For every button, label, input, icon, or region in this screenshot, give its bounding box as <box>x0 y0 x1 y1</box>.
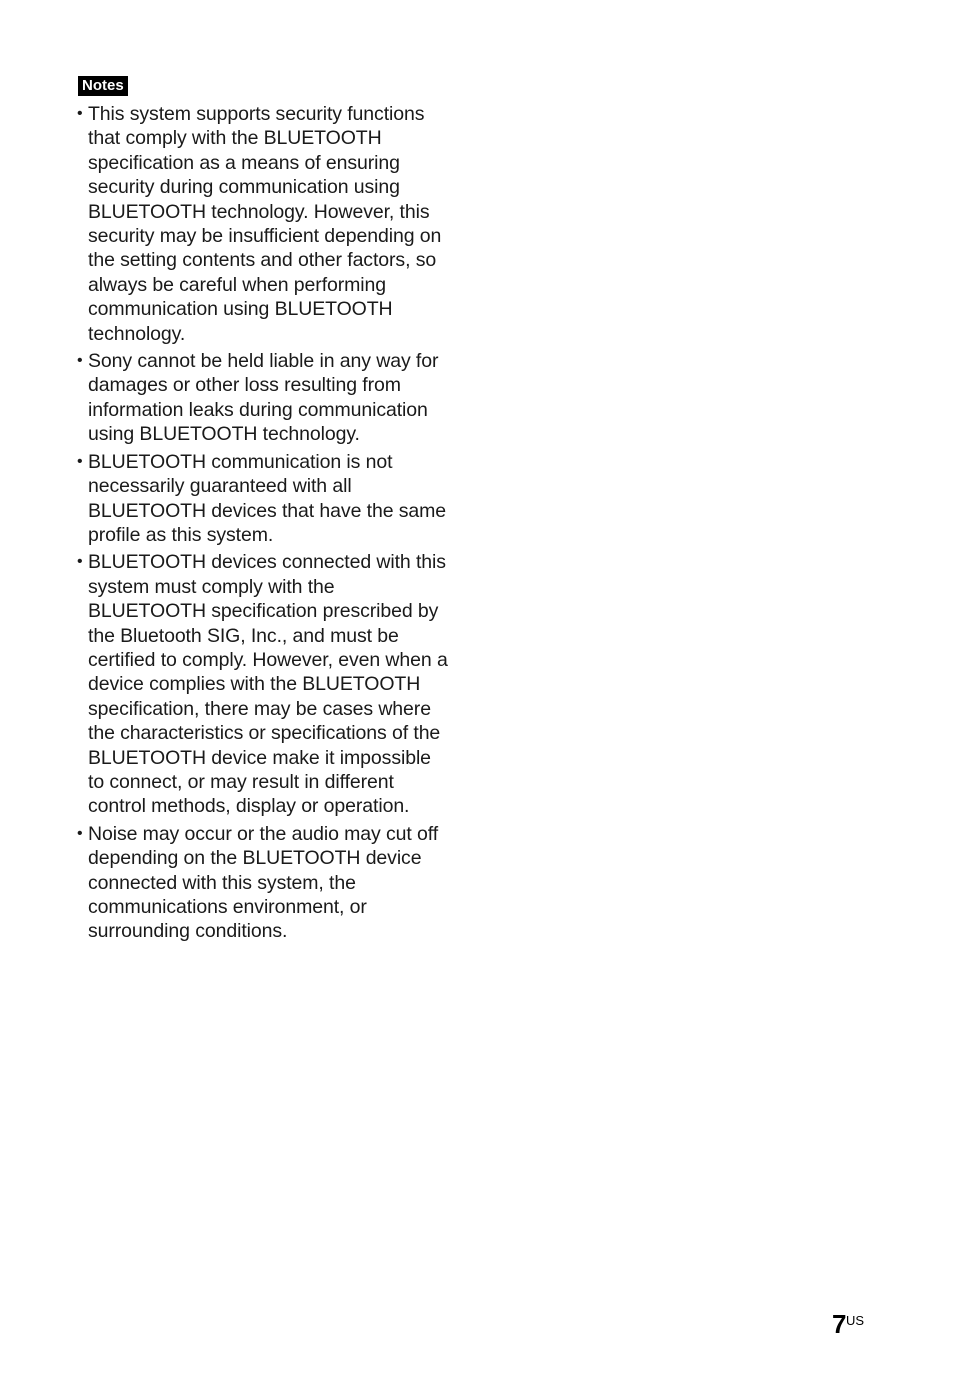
bullet-icon: • <box>77 352 83 370</box>
note-item <box>77 102 452 346</box>
bullet-icon: • <box>77 105 83 122</box>
note-text: This system supports security functions that comply with the BLUETOOTH specification as a means of ensuring security during communication using BLUETOOTH technology. However, this security may be insufficient depending on the setting contents and other factors, so always be careful when performing communication using BLUETOOTH technology. <box>88 103 442 345</box>
page-region-code: US <box>846 1313 865 1328</box>
bullet-icon: • <box>77 553 83 571</box>
note-item <box>77 550 452 818</box>
note-item <box>77 450 452 548</box>
notes-label: Notes <box>78 76 128 96</box>
bullet-icon: • <box>77 824 83 842</box>
note-item <box>77 822 452 944</box>
note-text: Sony cannot be held liable in any way for damages or other loss resulting from information leaks during communication using BLUETOOTH technology. <box>88 350 439 446</box>
notes-section <box>77 76 452 947</box>
bullet-icon: • <box>77 452 83 470</box>
note-text: BLUETOOTH devices connected with this system must comply with the BLUETOOTH specification prescribed by the Bluetooth SIG, Inc., and must be certified to comply. However, even when a device complies with the BLUETOOTH specification, there may be cases where the characteristics or specifications of the BLUETOOTH device make it impossible to connect, or may result in different control methods, display or operation. <box>88 551 448 818</box>
note-text: Noise may occur or the audio may cut off depending on the BLUETOOTH device connected with this system, the communications environment, or surrounding conditions. <box>88 822 439 943</box>
note-text: BLUETOOTH communication is not necessarily guaranteed with all BLUETOOTH devices that have the same profile as this system. <box>88 450 447 546</box>
note-item <box>77 349 452 447</box>
notes-list <box>77 102 452 944</box>
page-number: 7 <box>832 1309 847 1339</box>
